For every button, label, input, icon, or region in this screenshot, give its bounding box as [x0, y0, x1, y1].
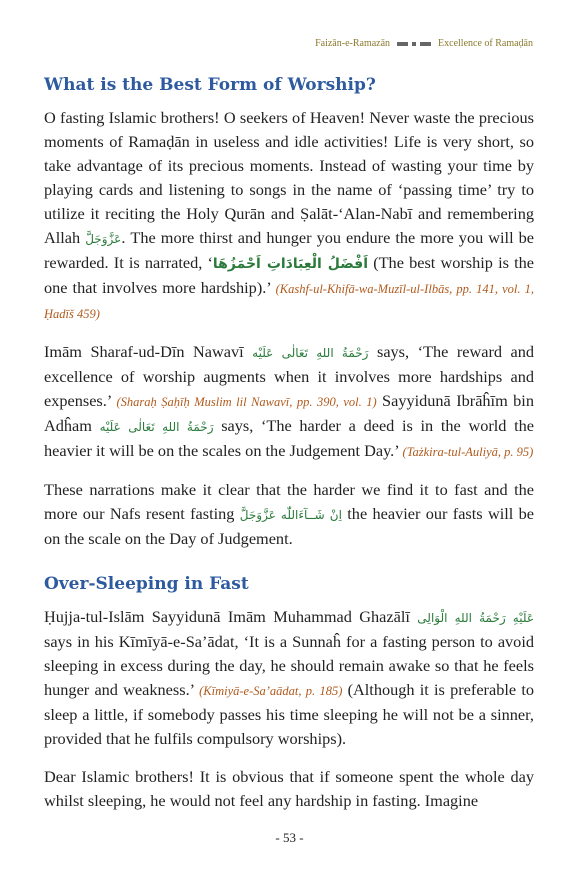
citation: (Sharaḥ Ṣaḥīḥ Muslim lil Nawavī, pp. 390, vol. 1) — [116, 395, 377, 409]
paragraph-worship-3: These narrations make it clear that the harder we find it to fast and the more our Nafs resent fasting اِنْ شَــآءَاللّٰه عَزَّوَجَلَّ the heavier our fasts will be on the scale on the Day of Judgement. — [44, 480, 534, 548]
arabic-honorific: عَزَّوَجَلَّ — [85, 232, 122, 246]
header-separator-icon — [397, 42, 431, 46]
page-number: - 53 - — [275, 830, 304, 845]
citation: (Tażkira-tul-Auliyā, p. 95) — [402, 445, 534, 459]
book-title: Faizān-e-Ramazān — [315, 38, 391, 49]
arabic-honorific: عَلَيْهِ رَحْمَةُ اللهِ الْوَالِى — [417, 611, 534, 625]
paragraph-worship-2: Imām Sharaf-ud-Dīn Nawavī رَحْمَةُ اللهِ تَعَالٰى عَلَيْه says, ‘The reward and excellence of worship augments when it involves more hardships and expenses.’ (Sharaḥ Ṣaḥīḥ Muslim lil Nawavī, pp. 390, vol. 1) Sayyidunā Ibrāĥīm bin Adĥam رَحْمَةُ اللهِ تَعَالٰى عَلَيْه says, ‘The harder a deed is in the world the heavier it will be on the scales on the Judgement Day.’ (Tażkira-tul-Auliyā, p. 95) — [44, 342, 535, 460]
arabic-quote: اَفْضَلُ الْعِبَادَاتِ اَحْمَزُهَا — [212, 256, 369, 272]
paragraph-sleeping-1: Ḥujja-tul-Islām Sayyidunā Imām Muhammad Ghazālī عَلَيْهِ رَحْمَةُ اللهِ الْوَالِى says in his Kīmīyā-e-Sa’ādat, ‘It is a Sunnaĥ for a fasting person to avoid sleeping in excess during the day, he should remain awake so that he feels hunger and weakness.’ (Kīmiyā-e-Sa’aādat, p. 185) (Although it is preferable to sleep a little, if somebody passes his time sleeping he will not be a sinner, provided that he fulfils compulsory worships). — [44, 607, 534, 748]
page-body — [44, 72, 534, 813]
paragraph-sleeping-2: Dear Islamic brothers! It is obvious that if someone spent the whole day whilst sleeping, he would not feel any hardship in fasting. Imagine — [44, 767, 534, 810]
arabic-honorific: رَحْمَةُ اللهِ تَعَالٰى عَلَيْه — [252, 346, 369, 360]
section-heading-best-worship: What is the Best Form of Worship? — [44, 75, 376, 95]
citation: (Kashf-ul-Khifā-wa-Muzīl-ul-Ilbās, pp. 141, vol. 1, Ḥadīš 459) — [44, 282, 534, 321]
citation: (Kīmiyā-e-Sa’aādat, p. 185) — [199, 684, 343, 698]
arabic-honorific: رَحْمَةُ اللهِ تَعَالٰى عَلَيْه — [99, 420, 214, 434]
chapter-title: Excellence of Ramaḍān — [438, 38, 533, 49]
section-heading-over-sleeping: Over-Sleeping in Fast — [44, 574, 249, 594]
paragraph-worship-1: O fasting Islamic brothers! O seekers of Heaven! Never waste the precious moments of Ramaḍān in useless and idle activities! Life is very short, so take advantage of its precious moments. Instead of wasting your time by playing cards and listening to songs in the name of ‘passing time’ try to utilize it reciting the Holy Qurān and Ṣalāt-‘Alan-Nabī and remembering Allah عَزَّوَجَلَّ. The more thirst and hunger you endure the more you will be rewarded. It is narrated, ‘اَفْضَلُ الْعِبَادَاتِ اَحْمَزُهَا (The best worship is the one that involves more hardship).’ (Kashf-ul-Khifā-wa-Muzīl-ul-Ilbās, pp. 141, vol. 1, Ḥadīš 459) — [44, 108, 535, 321]
running-header — [44, 38, 533, 49]
arabic-honorific: اِنْ شَــآءَاللّٰه عَزَّوَجَلَّ — [239, 508, 342, 522]
